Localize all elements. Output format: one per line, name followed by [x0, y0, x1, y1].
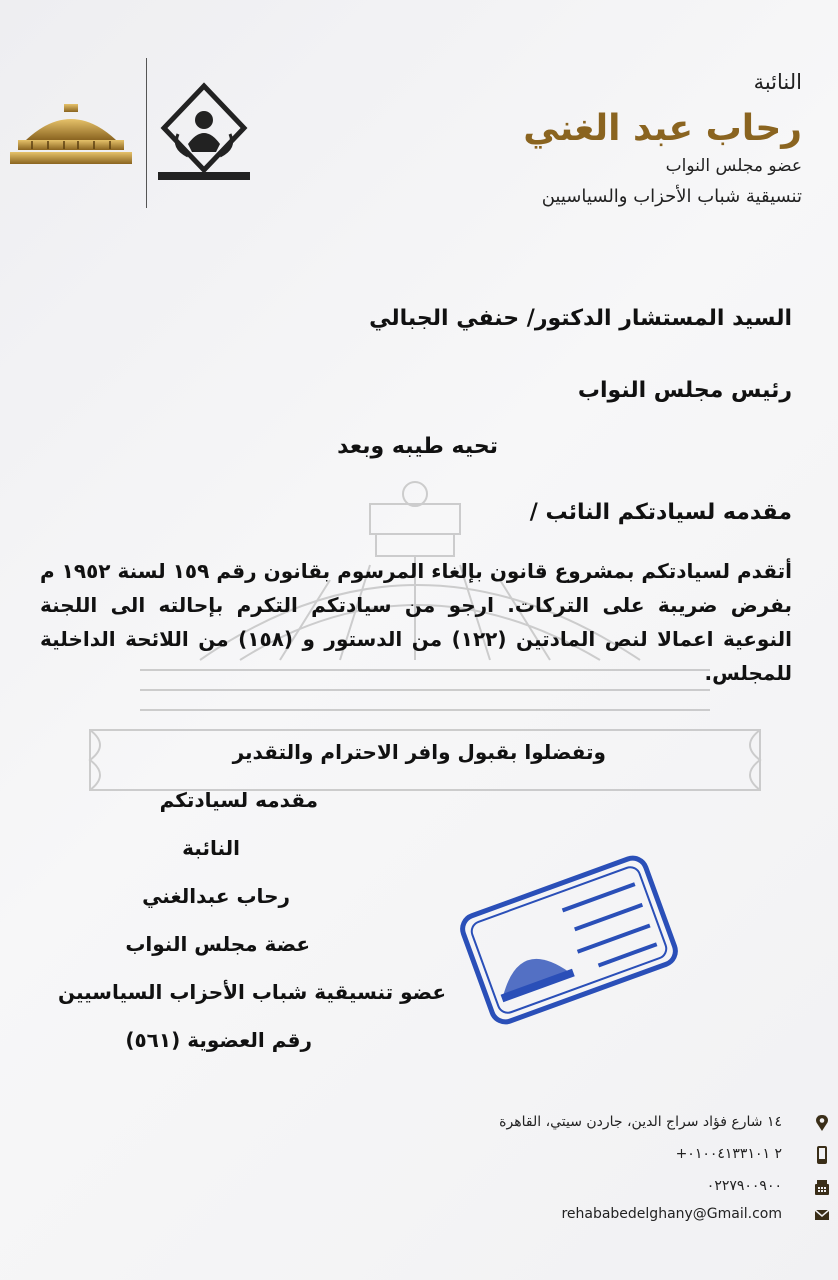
- signature-line2: النائبة: [182, 836, 240, 860]
- party-youth-coordination-logo-icon: [158, 82, 250, 186]
- greeting: تحيه طيبه وبعد: [337, 434, 498, 459]
- recipient-title: رئيس مجلس النواب: [577, 378, 792, 403]
- email-icon: [814, 1206, 830, 1224]
- footer-phone: ٠٢٢٧٩٠٠٩٠٠: [706, 1178, 782, 1194]
- header-title: النائبة: [753, 70, 802, 94]
- header-name: رحاب عبد الغني: [523, 108, 802, 149]
- signature-line4: عضة مجلس النواب: [125, 932, 310, 956]
- parliament-dome-logo-icon: [8, 100, 134, 166]
- signature-line1: مقدمه لسيادتكم: [159, 788, 318, 812]
- location-icon: [814, 1114, 830, 1132]
- header-role-line2: تنسيقية شباب الأحزاب والسياسيين: [541, 186, 802, 207]
- phone-icon: [814, 1178, 830, 1196]
- signature-line6: رقم العضوية (٥٦١): [125, 1028, 312, 1052]
- signature-line3: رحاب عبدالغني: [142, 884, 290, 908]
- mobile-phone-icon: [814, 1146, 830, 1164]
- closing-line: وتفضلوا بقبول وافر الاحترام والتقدير: [232, 740, 606, 764]
- signature-line5: عضو تنسيقية شباب الأحزاب السياسيين: [57, 980, 446, 1004]
- intro-line: مقدمه لسيادتكم النائب /: [529, 500, 792, 525]
- footer-address: ١٤ شارع فؤاد سراج الدين، جاردن سيتي، القاهرة: [499, 1114, 782, 1130]
- header-role-line1: عضو مجلس النواب: [665, 156, 802, 176]
- letter-body: أتقدم لسيادتكم بمشروع قانون بإلغاء المرسوم بقانون رقم ١٥٩ لسنة ١٩٥٢ م بفرض ضريبة على التركات. ارجو من سيادتكم التكرم بإحالته الى اللجنة النوعية اعمالا لنص المادتين (١٢٢) من الدستور و (١٥٨) من اللائحة الداخلية للمجلس.: [40, 559, 792, 685]
- official-blue-stamp-icon: [454, 849, 685, 1031]
- footer-email[interactable]: rehababedelghany@Gmail.com: [561, 1206, 782, 1222]
- footer-mobile: +٢ ٠١٠٠٤١٣٣١٠١: [675, 1146, 782, 1162]
- header-divider: [146, 58, 147, 208]
- recipient-line: السيد المستشار الدكتور/ حنفي الجبالي: [369, 306, 792, 331]
